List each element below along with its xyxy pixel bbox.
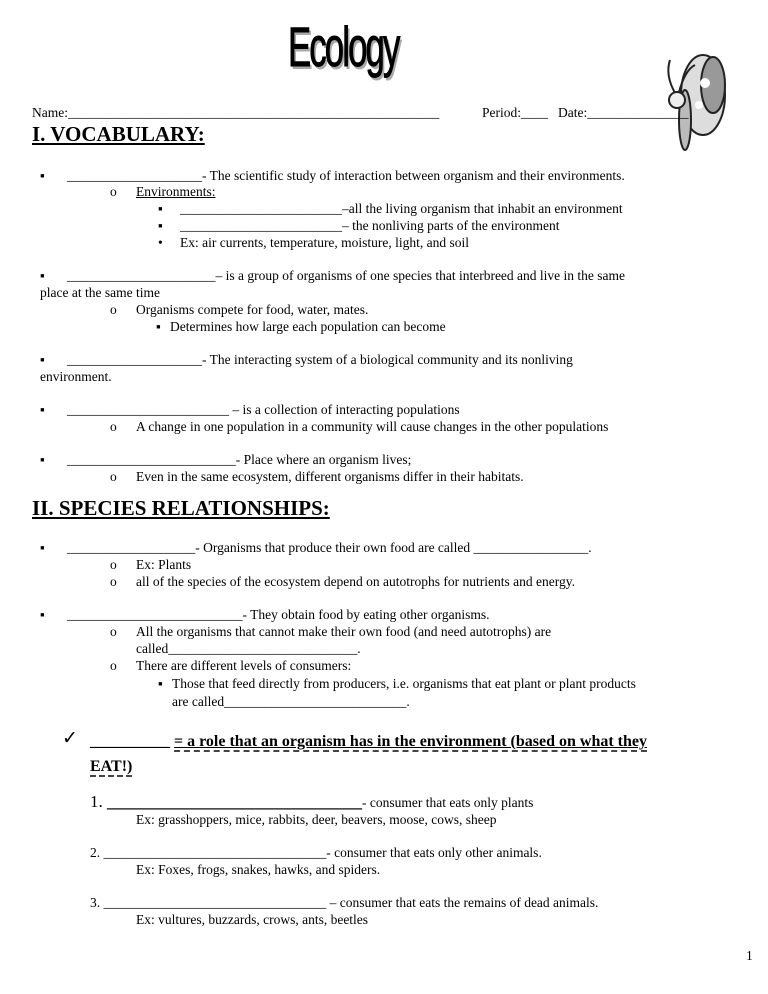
bullet: o: [110, 419, 117, 434]
bullet: ▪: [158, 201, 163, 216]
period-field[interactable]: Period:____: [482, 105, 548, 120]
list-item: ___________________- Organisms that produce their own food are called _________________.: [67, 540, 592, 555]
bullet: o: [110, 557, 117, 572]
list-item: [67, 607, 489, 623]
bullet: o: [110, 302, 117, 317]
list-item: Ex: air currents, temperature, moisture, light, and soil: [180, 235, 470, 250]
blank[interactable]: ______________________________: [107, 792, 362, 811]
bullet: ▪: [156, 319, 161, 334]
list-item: Organisms compete for food, water, mates.: [136, 302, 369, 317]
list-item: ____________________- The interacting system of a biological community and its nonliving: [67, 352, 573, 367]
section-heading-species: II. SPECIES RELATIONSHIPS:: [32, 496, 330, 520]
blank[interactable]: __________________________: [67, 607, 243, 622]
example: Ex: Foxes, frogs, snakes, hawks, and spiders.: [136, 862, 381, 877]
checkmark-icon: ✓: [62, 728, 78, 749]
list-item: _________________________- Place where an organism lives;: [67, 452, 412, 467]
bullet: o: [110, 574, 117, 589]
example: Ex: vultures, buzzards, crows, ants, beetles: [136, 912, 369, 927]
date-field[interactable]: Date:_______________: [558, 105, 689, 120]
list-item: Determines how large each population can become: [170, 319, 446, 334]
list-item: A change in one population in a community will cause changes in the other populations: [136, 419, 609, 434]
role-definition: [90, 733, 647, 751]
title: Ecology: [288, 15, 399, 78]
section-heading-vocabulary: I. VOCABULARY:: [32, 122, 205, 146]
list-item: Even in the same ecosystem, different organisms differ in their habitats.: [136, 469, 524, 484]
bullet: ▪: [40, 402, 45, 417]
text: - consumer that eats only plants: [362, 795, 534, 810]
text: = a role that an organism has in the environment (based on what they: [174, 733, 647, 750]
bullet: ▪: [40, 352, 45, 367]
text: - They obtain food by eating other organisms.: [242, 607, 490, 622]
bullet: o: [110, 624, 117, 639]
list-item: All the organisms that cannot make their own food (and need autotrophs) are: [136, 624, 552, 639]
bullet: ▪: [40, 607, 45, 622]
list-item: Ex: Plants: [136, 557, 192, 572]
list-item: ________________________– the nonliving parts of the environment: [180, 218, 560, 233]
bullet: ▪: [40, 540, 45, 555]
bullet: o: [110, 184, 117, 199]
bullet: o: [110, 658, 117, 673]
name-field[interactable]: Name:_______________________________________________________: [32, 105, 440, 120]
blank[interactable]: __________: [90, 733, 170, 750]
list-item: all of the species of the ecosystem depend on autotrophs for nutrients and energy.: [136, 574, 576, 589]
bullet: ▪: [40, 452, 45, 467]
bullet: ▪: [40, 168, 45, 183]
page-number: 1: [746, 948, 753, 963]
list-item: Those that feed directly from producers, i.e. organisms that eat plant or plant products: [172, 676, 636, 691]
list-item: are called___________________________.: [172, 694, 410, 709]
list-item: There are different levels of consumers:: [136, 658, 352, 673]
bullet: ▪: [158, 676, 163, 691]
number: 1.: [90, 792, 107, 811]
list-item: ________________________–all the living organism that inhabit an environment: [180, 201, 623, 216]
list-item: called____________________________.: [136, 641, 361, 656]
numbered-item: 2. _________________________________- consumer that eats only other animals.: [90, 845, 542, 860]
list-item: ______________________– is a group of organisms of one species that interbreed and live in the same: [67, 268, 626, 283]
list-item: place at the same time: [40, 285, 160, 300]
list-item: environment.: [40, 369, 112, 384]
example: Ex: grasshoppers, mice, rabbits, deer, beavers, moose, cows, sheep: [136, 812, 497, 827]
list-item: Environments:: [136, 184, 216, 199]
bullet: ▪: [40, 268, 45, 283]
bullet: o: [110, 469, 117, 484]
list-item: ________________________ – is a collection of interacting populations: [67, 402, 460, 417]
text: EAT!): [90, 758, 133, 775]
bullet: •: [158, 235, 163, 250]
list-item: ____________________- The scientific study of interaction between organism and their environments.: [67, 168, 625, 183]
bullet: ▪: [158, 218, 163, 233]
numbered-item: 3. _________________________________ – consumer that eats the remains of dead animals.: [90, 895, 599, 910]
numbered-item: [90, 794, 533, 811]
